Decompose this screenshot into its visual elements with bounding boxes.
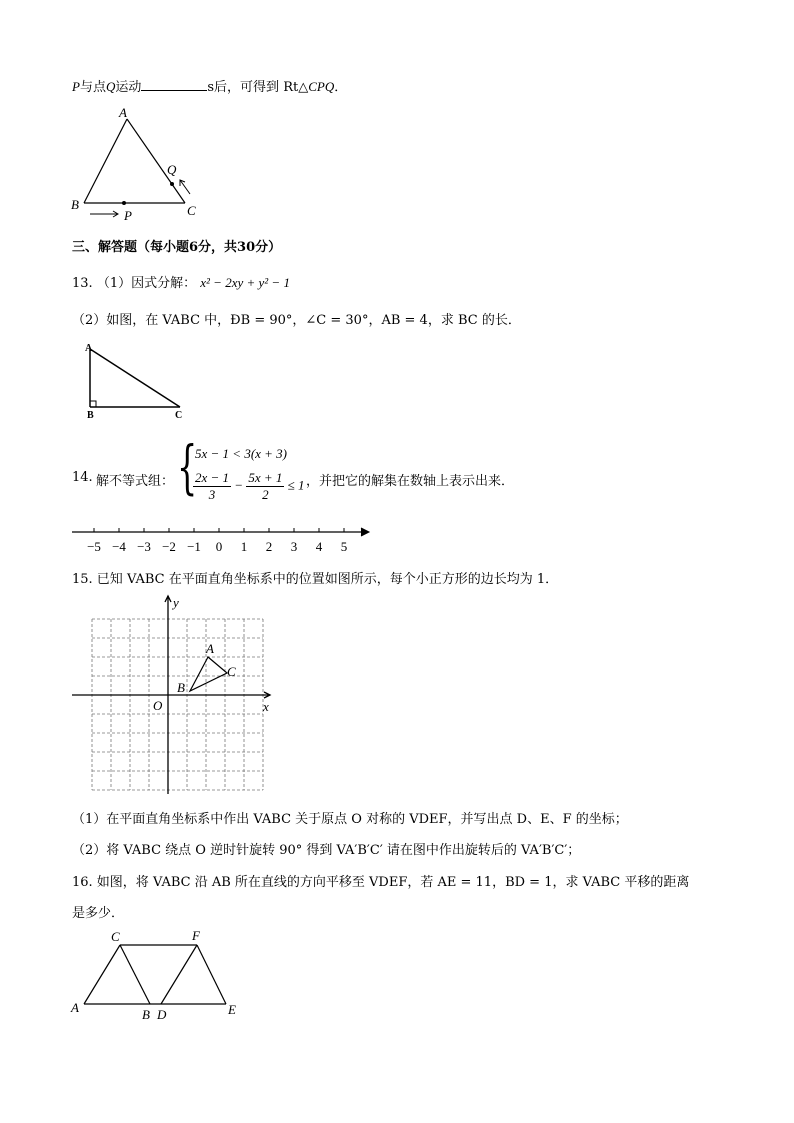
label-o: O xyxy=(153,698,163,713)
figure-q15-coordinate-grid xyxy=(70,590,280,798)
q12-tail-line xyxy=(72,76,347,95)
label-a: A xyxy=(206,641,214,656)
inequality-2 xyxy=(193,470,305,503)
point-p: P xyxy=(72,79,80,94)
number-line-label: 1 xyxy=(240,539,248,554)
point-q-dot xyxy=(170,182,174,186)
label-c: C xyxy=(175,410,183,420)
q14-label: 解不等式组： xyxy=(96,474,175,489)
q16-line2: 是多少． xyxy=(72,906,125,921)
q13-number: 13. xyxy=(72,276,93,291)
number-line-arrow xyxy=(361,528,369,536)
q15-text: 15. 已知 VABC 在平面直角坐标系中的位置如图所示，每个小正方形的边长均为 1． xyxy=(72,572,559,587)
number-line-label: −1 xyxy=(187,539,201,554)
number-line-label: 3 xyxy=(290,539,298,554)
label-b: B xyxy=(142,1007,150,1022)
number-line-label: −2 xyxy=(162,539,176,554)
point-q: Q xyxy=(105,79,116,94)
inequality-1: 5x − 1 < 3(x + 3) xyxy=(195,446,288,461)
label-d: D xyxy=(157,1007,167,1022)
q12-text2: 运动 xyxy=(115,80,142,95)
q15-part1: （1）在平面直角坐标系中作出 VABC 关于原点 O 对称的 VDEF，并写出点 D、E、F 的坐标； xyxy=(72,812,628,827)
label-b: B xyxy=(71,197,79,212)
system-brace: { xyxy=(177,433,198,501)
label-a: A xyxy=(85,343,93,354)
minus-sign: − xyxy=(234,477,244,493)
label-c: C xyxy=(227,664,236,679)
label-c: C xyxy=(111,929,120,944)
label-b: B xyxy=(87,410,94,420)
label-c: C xyxy=(187,203,196,218)
q14-tail: ，并把它的解集在数轴上表示出来． xyxy=(306,474,515,489)
label-y: y xyxy=(173,595,179,610)
label-p: P xyxy=(124,208,132,223)
q13-part2: （2）如图，在 VABC 中，ÐB = 90°，∠C = 30°，AB = 4，求 BC 的长． xyxy=(72,313,521,328)
figure-q13-right-triangle xyxy=(80,340,192,420)
figure-q12-triangle xyxy=(66,102,216,224)
answer-blank[interactable] xyxy=(141,78,207,91)
q12-rt: Rt xyxy=(283,80,299,95)
q12-text1: 与点 xyxy=(79,80,106,95)
label-x: x xyxy=(263,699,269,714)
number-line-label: 5 xyxy=(340,539,348,554)
number-line-label: 0 xyxy=(215,539,223,554)
label-a: A xyxy=(71,1000,79,1015)
q16-line1: 16. 如图，将 VABC 沿 AB 所在直线的方向平移至 VDEF，若 AE = 11，BD = 1，求 VABC 平移的距离 xyxy=(72,875,690,890)
q12-end: ． xyxy=(334,80,348,95)
fraction-2: $\frac{5x + 1}{2}$ xyxy=(248,470,283,502)
number-line-label: −3 xyxy=(137,539,151,554)
number-line-label: −5 xyxy=(87,539,101,554)
q13-p1-expr: x² − 2xy + y² − 1 xyxy=(200,275,290,290)
q14-number: 14. xyxy=(72,470,93,485)
number-line xyxy=(70,524,375,558)
triangle-abc xyxy=(190,657,227,691)
q12-cpq: CPQ xyxy=(308,79,335,94)
section-heading: 三、解答题（每小题6分，共30分） xyxy=(72,240,282,255)
number-line-label: 2 xyxy=(265,539,273,554)
figure-q16-translation xyxy=(66,924,256,1024)
number-line-label: −4 xyxy=(112,539,126,554)
rhs: ≤ 1 xyxy=(287,477,305,493)
label-f: F xyxy=(192,928,200,943)
number-line-label: 4 xyxy=(315,539,323,554)
label-a: A xyxy=(119,105,127,120)
fraction-1: $\frac{2x - 1}{3}$ xyxy=(195,470,230,502)
triangle-symbol: △ xyxy=(298,80,309,95)
label-q: Q xyxy=(167,162,177,177)
q12-unit: s后，可得到 xyxy=(207,80,280,95)
point-p-dot xyxy=(122,201,126,205)
q13-p1-label: （1）因式分解： xyxy=(96,276,197,291)
label-b: B xyxy=(177,680,185,695)
q13-part1 xyxy=(72,272,290,291)
label-e: E xyxy=(228,1002,236,1017)
q15-part2: （2）将 VABC 绕点 O 逆时针旋转 90° 得到 VA′B′C′ 请在图中作出旋转后的 VA′B′C′； xyxy=(72,843,581,858)
